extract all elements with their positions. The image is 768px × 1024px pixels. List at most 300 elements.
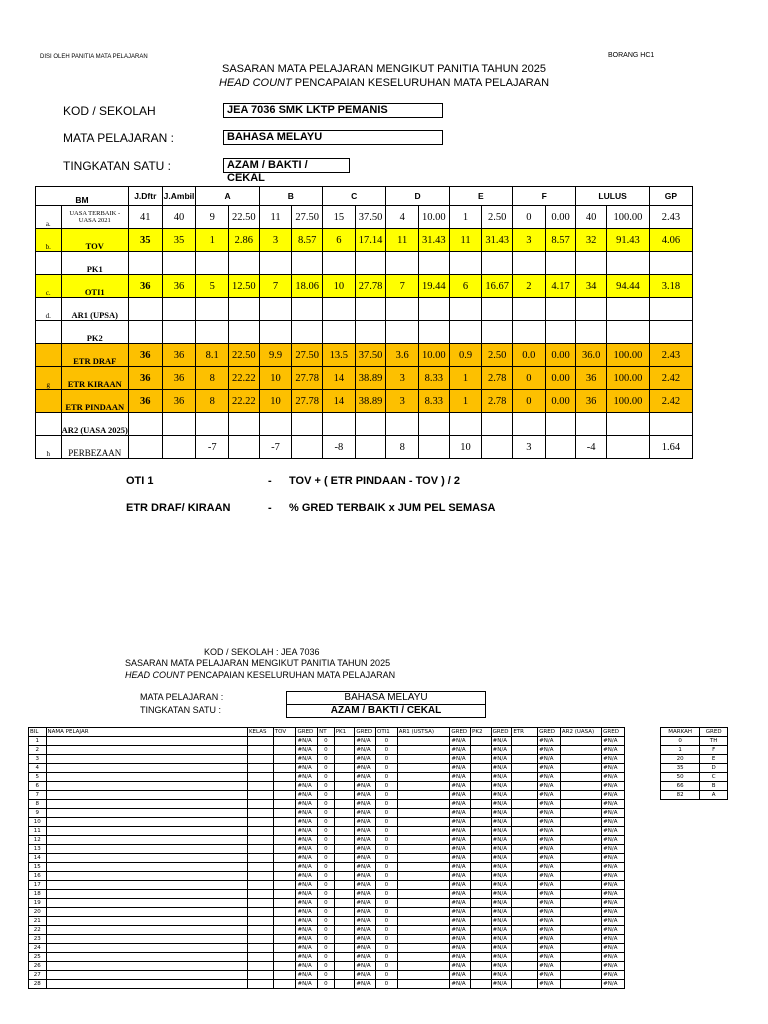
input-cell[interactable] xyxy=(273,935,296,944)
input-cell[interactable] xyxy=(247,764,273,773)
input-cell[interactable] xyxy=(334,944,355,953)
input-cell[interactable] xyxy=(560,836,601,845)
nt-cell: 0 xyxy=(318,809,335,818)
input-cell[interactable] xyxy=(247,809,273,818)
input-cell[interactable] xyxy=(46,737,247,746)
input-cell[interactable] xyxy=(471,836,492,845)
input-cell[interactable] xyxy=(560,773,601,782)
grade-cell: #N/A xyxy=(450,971,471,980)
input-cell[interactable] xyxy=(247,773,273,782)
grade-cell: #N/A xyxy=(491,737,512,746)
input-cell[interactable] xyxy=(512,809,538,818)
input-cell[interactable] xyxy=(247,746,273,755)
input-cell[interactable] xyxy=(397,737,450,746)
input-cell[interactable] xyxy=(334,773,355,782)
input-cell[interactable] xyxy=(46,800,247,809)
input-cell[interactable] xyxy=(247,782,273,791)
input-cell[interactable] xyxy=(512,836,538,845)
tingkatan-label: TINGKATAN SATU : xyxy=(63,159,172,173)
input-cell[interactable] xyxy=(397,971,450,980)
input-cell[interactable] xyxy=(512,773,538,782)
input-cell[interactable] xyxy=(247,800,273,809)
input-cell[interactable] xyxy=(512,935,538,944)
input-cell[interactable] xyxy=(560,908,601,917)
input-cell[interactable] xyxy=(560,818,601,827)
input-cell[interactable] xyxy=(273,782,296,791)
grade-cell: #N/A xyxy=(450,899,471,908)
input-cell[interactable] xyxy=(273,863,296,872)
input-cell[interactable] xyxy=(247,944,273,953)
input-cell[interactable] xyxy=(471,845,492,854)
input-cell[interactable] xyxy=(560,791,601,800)
input-cell[interactable] xyxy=(273,962,296,971)
input-cell[interactable] xyxy=(334,818,355,827)
input-cell[interactable] xyxy=(471,827,492,836)
input-cell[interactable] xyxy=(334,854,355,863)
cell-count xyxy=(576,252,607,275)
input-cell[interactable] xyxy=(334,899,355,908)
table-row xyxy=(29,836,625,845)
grade-cell: #N/A xyxy=(602,926,625,935)
input-cell[interactable] xyxy=(397,926,450,935)
grade-cell: #N/A xyxy=(355,836,376,845)
gred-value: C xyxy=(700,773,728,782)
nt-cell: 0 xyxy=(318,935,335,944)
input-cell[interactable] xyxy=(512,890,538,899)
input-cell[interactable] xyxy=(471,926,492,935)
input-cell[interactable] xyxy=(46,971,247,980)
sheet-kod: KOD / SEKOLAH : JEA 7036 xyxy=(204,647,320,657)
row-number: 9 xyxy=(29,809,47,818)
input-cell[interactable] xyxy=(471,908,492,917)
grade-cell: #N/A xyxy=(602,944,625,953)
input-cell[interactable] xyxy=(46,836,247,845)
input-cell[interactable] xyxy=(46,818,247,827)
input-cell[interactable] xyxy=(560,755,601,764)
nt-cell: 0 xyxy=(376,773,398,782)
input-cell[interactable] xyxy=(273,953,296,962)
input-cell[interactable] xyxy=(247,872,273,881)
input-cell[interactable] xyxy=(397,845,450,854)
input-cell[interactable] xyxy=(247,917,273,926)
input-cell[interactable] xyxy=(560,890,601,899)
input-cell[interactable] xyxy=(512,881,538,890)
input-cell[interactable] xyxy=(560,935,601,944)
input-cell[interactable] xyxy=(273,845,296,854)
input-cell[interactable] xyxy=(247,980,273,989)
input-cell[interactable] xyxy=(397,746,450,755)
input-cell[interactable] xyxy=(273,980,296,989)
nt-cell: 0 xyxy=(318,980,335,989)
input-cell[interactable] xyxy=(471,899,492,908)
input-cell[interactable] xyxy=(247,926,273,935)
input-cell[interactable] xyxy=(471,764,492,773)
input-cell[interactable] xyxy=(273,818,296,827)
input-cell[interactable] xyxy=(46,755,247,764)
input-cell[interactable] xyxy=(247,737,273,746)
input-cell[interactable] xyxy=(560,881,601,890)
nt-cell: 0 xyxy=(318,899,335,908)
input-cell[interactable] xyxy=(273,908,296,917)
input-cell[interactable] xyxy=(560,971,601,980)
input-cell[interactable] xyxy=(512,953,538,962)
input-cell[interactable] xyxy=(46,872,247,881)
input-cell[interactable] xyxy=(46,917,247,926)
input-cell[interactable] xyxy=(471,809,492,818)
cell-gp: 1.64 xyxy=(649,436,692,459)
input-cell[interactable] xyxy=(334,755,355,764)
input-cell[interactable] xyxy=(560,809,601,818)
input-cell[interactable] xyxy=(397,944,450,953)
cell-count xyxy=(323,298,356,321)
cell-count: 8 xyxy=(196,390,229,413)
input-cell[interactable] xyxy=(512,962,538,971)
input-cell[interactable] xyxy=(471,962,492,971)
input-cell[interactable] xyxy=(397,827,450,836)
nt-cell: 0 xyxy=(318,836,335,845)
cell-percent: 38.89 xyxy=(355,367,386,390)
table-row xyxy=(29,755,625,764)
input-cell[interactable] xyxy=(397,755,450,764)
input-cell[interactable] xyxy=(273,836,296,845)
input-cell[interactable] xyxy=(512,899,538,908)
cell-count xyxy=(323,413,356,436)
cell-percent: 38.89 xyxy=(355,390,386,413)
input-cell[interactable] xyxy=(273,809,296,818)
input-cell[interactable] xyxy=(46,962,247,971)
cell-jambil: 36 xyxy=(162,367,196,390)
input-cell[interactable] xyxy=(46,746,247,755)
sheet-col-header: GRED xyxy=(491,728,512,737)
grade-cell: #N/A xyxy=(355,980,376,989)
row-number: 1 xyxy=(29,737,47,746)
cell-percent: 100.00 xyxy=(606,344,649,367)
input-cell[interactable] xyxy=(247,854,273,863)
input-cell[interactable] xyxy=(512,863,538,872)
input-cell[interactable] xyxy=(397,980,450,989)
input-cell[interactable] xyxy=(471,890,492,899)
input-cell[interactable] xyxy=(560,917,601,926)
input-cell[interactable] xyxy=(471,800,492,809)
input-cell[interactable] xyxy=(334,890,355,899)
input-cell[interactable] xyxy=(46,926,247,935)
input-cell[interactable] xyxy=(512,818,538,827)
input-cell[interactable] xyxy=(471,773,492,782)
input-cell[interactable] xyxy=(397,800,450,809)
sheet-col-header: PK1 xyxy=(334,728,355,737)
input-cell[interactable] xyxy=(512,872,538,881)
input-cell[interactable] xyxy=(46,809,247,818)
input-cell[interactable] xyxy=(397,881,450,890)
input-cell[interactable] xyxy=(46,773,247,782)
input-cell[interactable] xyxy=(397,818,450,827)
disi-note: DISI OLEH PANITIA MATA PELAJARAN xyxy=(40,54,148,60)
input-cell[interactable] xyxy=(397,791,450,800)
input-cell[interactable] xyxy=(334,908,355,917)
grade-cell: #N/A xyxy=(296,836,318,845)
cell-percent xyxy=(545,436,576,459)
input-cell[interactable] xyxy=(46,764,247,773)
input-cell[interactable] xyxy=(247,971,273,980)
cell-count: 11 xyxy=(259,206,292,229)
input-cell[interactable] xyxy=(273,800,296,809)
input-cell[interactable] xyxy=(247,953,273,962)
input-cell[interactable] xyxy=(512,737,538,746)
input-cell[interactable] xyxy=(273,890,296,899)
input-cell[interactable] xyxy=(471,881,492,890)
input-cell[interactable] xyxy=(247,863,273,872)
cell-percent: 27.78 xyxy=(292,390,323,413)
input-cell[interactable] xyxy=(334,764,355,773)
input-cell[interactable] xyxy=(471,980,492,989)
input-cell[interactable] xyxy=(334,935,355,944)
input-cell[interactable] xyxy=(397,782,450,791)
row-number: 28 xyxy=(29,980,47,989)
cell-count: 5 xyxy=(196,275,229,298)
input-cell[interactable] xyxy=(273,746,296,755)
input-cell[interactable] xyxy=(334,746,355,755)
cell-percent xyxy=(545,298,576,321)
cell-percent: 0.00 xyxy=(545,367,576,390)
input-cell[interactable] xyxy=(334,737,355,746)
input-cell[interactable] xyxy=(471,782,492,791)
cell-gp: 2.43 xyxy=(649,206,692,229)
input-cell[interactable] xyxy=(560,764,601,773)
cell-count: 1 xyxy=(196,229,229,252)
grade-cell: #N/A xyxy=(355,809,376,818)
input-cell[interactable] xyxy=(46,899,247,908)
input-cell[interactable] xyxy=(397,809,450,818)
nt-cell: 0 xyxy=(318,890,335,899)
input-cell[interactable] xyxy=(471,944,492,953)
input-cell[interactable] xyxy=(46,845,247,854)
cell-count xyxy=(386,298,419,321)
row-number: 26 xyxy=(29,962,47,971)
input-cell[interactable] xyxy=(397,854,450,863)
input-cell[interactable] xyxy=(512,854,538,863)
grade-cell: #N/A xyxy=(602,845,625,854)
grade-cell: #N/A xyxy=(491,926,512,935)
input-cell[interactable] xyxy=(273,917,296,926)
input-cell[interactable] xyxy=(471,791,492,800)
input-cell[interactable] xyxy=(334,926,355,935)
input-cell[interactable] xyxy=(334,872,355,881)
input-cell[interactable] xyxy=(560,782,601,791)
cell-count xyxy=(386,321,419,344)
input-cell[interactable] xyxy=(46,935,247,944)
cell-jambil xyxy=(162,413,196,436)
input-cell[interactable] xyxy=(273,737,296,746)
input-cell[interactable] xyxy=(397,872,450,881)
input-cell[interactable] xyxy=(334,782,355,791)
cell-count: 0 xyxy=(513,367,546,390)
nt-cell: 0 xyxy=(376,917,398,926)
cell-percent xyxy=(482,321,513,344)
input-cell[interactable] xyxy=(247,845,273,854)
nt-cell: 0 xyxy=(318,755,335,764)
input-cell[interactable] xyxy=(247,755,273,764)
input-cell[interactable] xyxy=(397,764,450,773)
input-cell[interactable] xyxy=(273,971,296,980)
input-cell[interactable] xyxy=(334,863,355,872)
cell-percent xyxy=(545,413,576,436)
grade-cell: #N/A xyxy=(450,890,471,899)
grade-cell: #N/A xyxy=(491,800,512,809)
input-cell[interactable] xyxy=(273,755,296,764)
input-cell[interactable] xyxy=(397,899,450,908)
input-cell[interactable] xyxy=(512,917,538,926)
input-cell[interactable] xyxy=(247,827,273,836)
input-cell[interactable] xyxy=(560,863,601,872)
input-cell[interactable] xyxy=(46,854,247,863)
input-cell[interactable] xyxy=(334,836,355,845)
input-cell[interactable] xyxy=(334,917,355,926)
input-cell[interactable] xyxy=(397,908,450,917)
input-cell[interactable] xyxy=(247,890,273,899)
input-cell[interactable] xyxy=(46,827,247,836)
input-cell[interactable] xyxy=(46,863,247,872)
input-cell[interactable] xyxy=(273,872,296,881)
input-cell[interactable] xyxy=(512,845,538,854)
input-cell[interactable] xyxy=(46,791,247,800)
cell-percent xyxy=(419,321,450,344)
input-cell[interactable] xyxy=(334,845,355,854)
input-cell[interactable] xyxy=(512,755,538,764)
cell-count: -8 xyxy=(323,436,356,459)
input-cell[interactable] xyxy=(512,746,538,755)
cell-percent xyxy=(606,252,649,275)
input-cell[interactable] xyxy=(273,926,296,935)
input-cell[interactable] xyxy=(471,953,492,962)
input-cell[interactable] xyxy=(397,773,450,782)
input-cell[interactable] xyxy=(46,944,247,953)
input-cell[interactable] xyxy=(46,908,247,917)
input-cell[interactable] xyxy=(512,764,538,773)
input-cell[interactable] xyxy=(46,890,247,899)
input-cell[interactable] xyxy=(471,917,492,926)
input-cell[interactable] xyxy=(560,746,601,755)
input-cell[interactable] xyxy=(46,953,247,962)
input-cell[interactable] xyxy=(560,980,601,989)
row-number: 5 xyxy=(29,773,47,782)
input-cell[interactable] xyxy=(334,980,355,989)
input-cell[interactable] xyxy=(560,737,601,746)
grade-cell: #N/A xyxy=(450,953,471,962)
input-cell[interactable] xyxy=(46,782,247,791)
input-cell[interactable] xyxy=(560,926,601,935)
grade-cell: #N/A xyxy=(491,908,512,917)
col-a: A xyxy=(196,187,259,206)
input-cell[interactable] xyxy=(560,845,601,854)
input-cell[interactable] xyxy=(334,791,355,800)
input-cell[interactable] xyxy=(273,854,296,863)
input-cell[interactable] xyxy=(512,926,538,935)
cell-percent: 0.00 xyxy=(545,344,576,367)
input-cell[interactable] xyxy=(471,746,492,755)
input-cell[interactable] xyxy=(247,962,273,971)
input-cell[interactable] xyxy=(512,980,538,989)
input-cell[interactable] xyxy=(334,800,355,809)
input-cell[interactable] xyxy=(560,800,601,809)
input-cell[interactable] xyxy=(512,791,538,800)
input-cell[interactable] xyxy=(471,737,492,746)
input-cell[interactable] xyxy=(334,971,355,980)
input-cell[interactable] xyxy=(512,944,538,953)
input-cell[interactable] xyxy=(560,827,601,836)
input-cell[interactable] xyxy=(512,827,538,836)
input-cell[interactable] xyxy=(512,971,538,980)
input-cell[interactable] xyxy=(273,944,296,953)
input-cell[interactable] xyxy=(560,872,601,881)
input-cell[interactable] xyxy=(471,863,492,872)
input-cell[interactable] xyxy=(273,791,296,800)
input-cell[interactable] xyxy=(334,827,355,836)
input-cell[interactable] xyxy=(273,773,296,782)
input-cell[interactable] xyxy=(560,899,601,908)
cell-percent xyxy=(419,252,450,275)
input-cell[interactable] xyxy=(397,836,450,845)
input-cell[interactable] xyxy=(247,818,273,827)
input-cell[interactable] xyxy=(397,953,450,962)
input-cell[interactable] xyxy=(471,854,492,863)
input-cell[interactable] xyxy=(273,827,296,836)
input-cell[interactable] xyxy=(273,899,296,908)
cell-gp: 3.18 xyxy=(649,275,692,298)
input-cell[interactable] xyxy=(247,836,273,845)
input-cell[interactable] xyxy=(397,863,450,872)
input-cell[interactable] xyxy=(471,872,492,881)
input-cell[interactable] xyxy=(512,908,538,917)
input-cell[interactable] xyxy=(512,800,538,809)
input-cell[interactable] xyxy=(560,854,601,863)
input-cell[interactable] xyxy=(46,980,247,989)
input-cell[interactable] xyxy=(471,755,492,764)
input-cell[interactable] xyxy=(471,818,492,827)
input-cell[interactable] xyxy=(334,881,355,890)
cell-percent xyxy=(355,252,386,275)
input-cell[interactable] xyxy=(560,944,601,953)
input-cell[interactable] xyxy=(397,917,450,926)
cell-count: 3 xyxy=(386,367,419,390)
input-cell[interactable] xyxy=(397,962,450,971)
grade-cell: #N/A xyxy=(450,854,471,863)
input-cell[interactable] xyxy=(247,899,273,908)
input-cell[interactable] xyxy=(560,962,601,971)
grade-cell: #N/A xyxy=(355,818,376,827)
input-cell[interactable] xyxy=(273,881,296,890)
input-cell[interactable] xyxy=(334,809,355,818)
input-cell[interactable] xyxy=(471,935,492,944)
cell-percent xyxy=(292,413,323,436)
grade-cell: #N/A xyxy=(602,764,625,773)
input-cell[interactable] xyxy=(397,890,450,899)
grade-cell: #N/A xyxy=(491,836,512,845)
input-cell[interactable] xyxy=(247,908,273,917)
input-cell[interactable] xyxy=(512,782,538,791)
input-cell[interactable] xyxy=(560,953,601,962)
input-cell[interactable] xyxy=(247,935,273,944)
input-cell[interactable] xyxy=(334,953,355,962)
input-cell[interactable] xyxy=(471,971,492,980)
input-cell[interactable] xyxy=(273,764,296,773)
input-cell[interactable] xyxy=(334,962,355,971)
input-cell[interactable] xyxy=(397,935,450,944)
input-cell[interactable] xyxy=(247,791,273,800)
input-cell[interactable] xyxy=(46,881,247,890)
input-cell[interactable] xyxy=(247,881,273,890)
row-label: ETR DRAF xyxy=(61,344,128,367)
sheet-col-header: AR1 (USTSA) xyxy=(397,728,450,737)
